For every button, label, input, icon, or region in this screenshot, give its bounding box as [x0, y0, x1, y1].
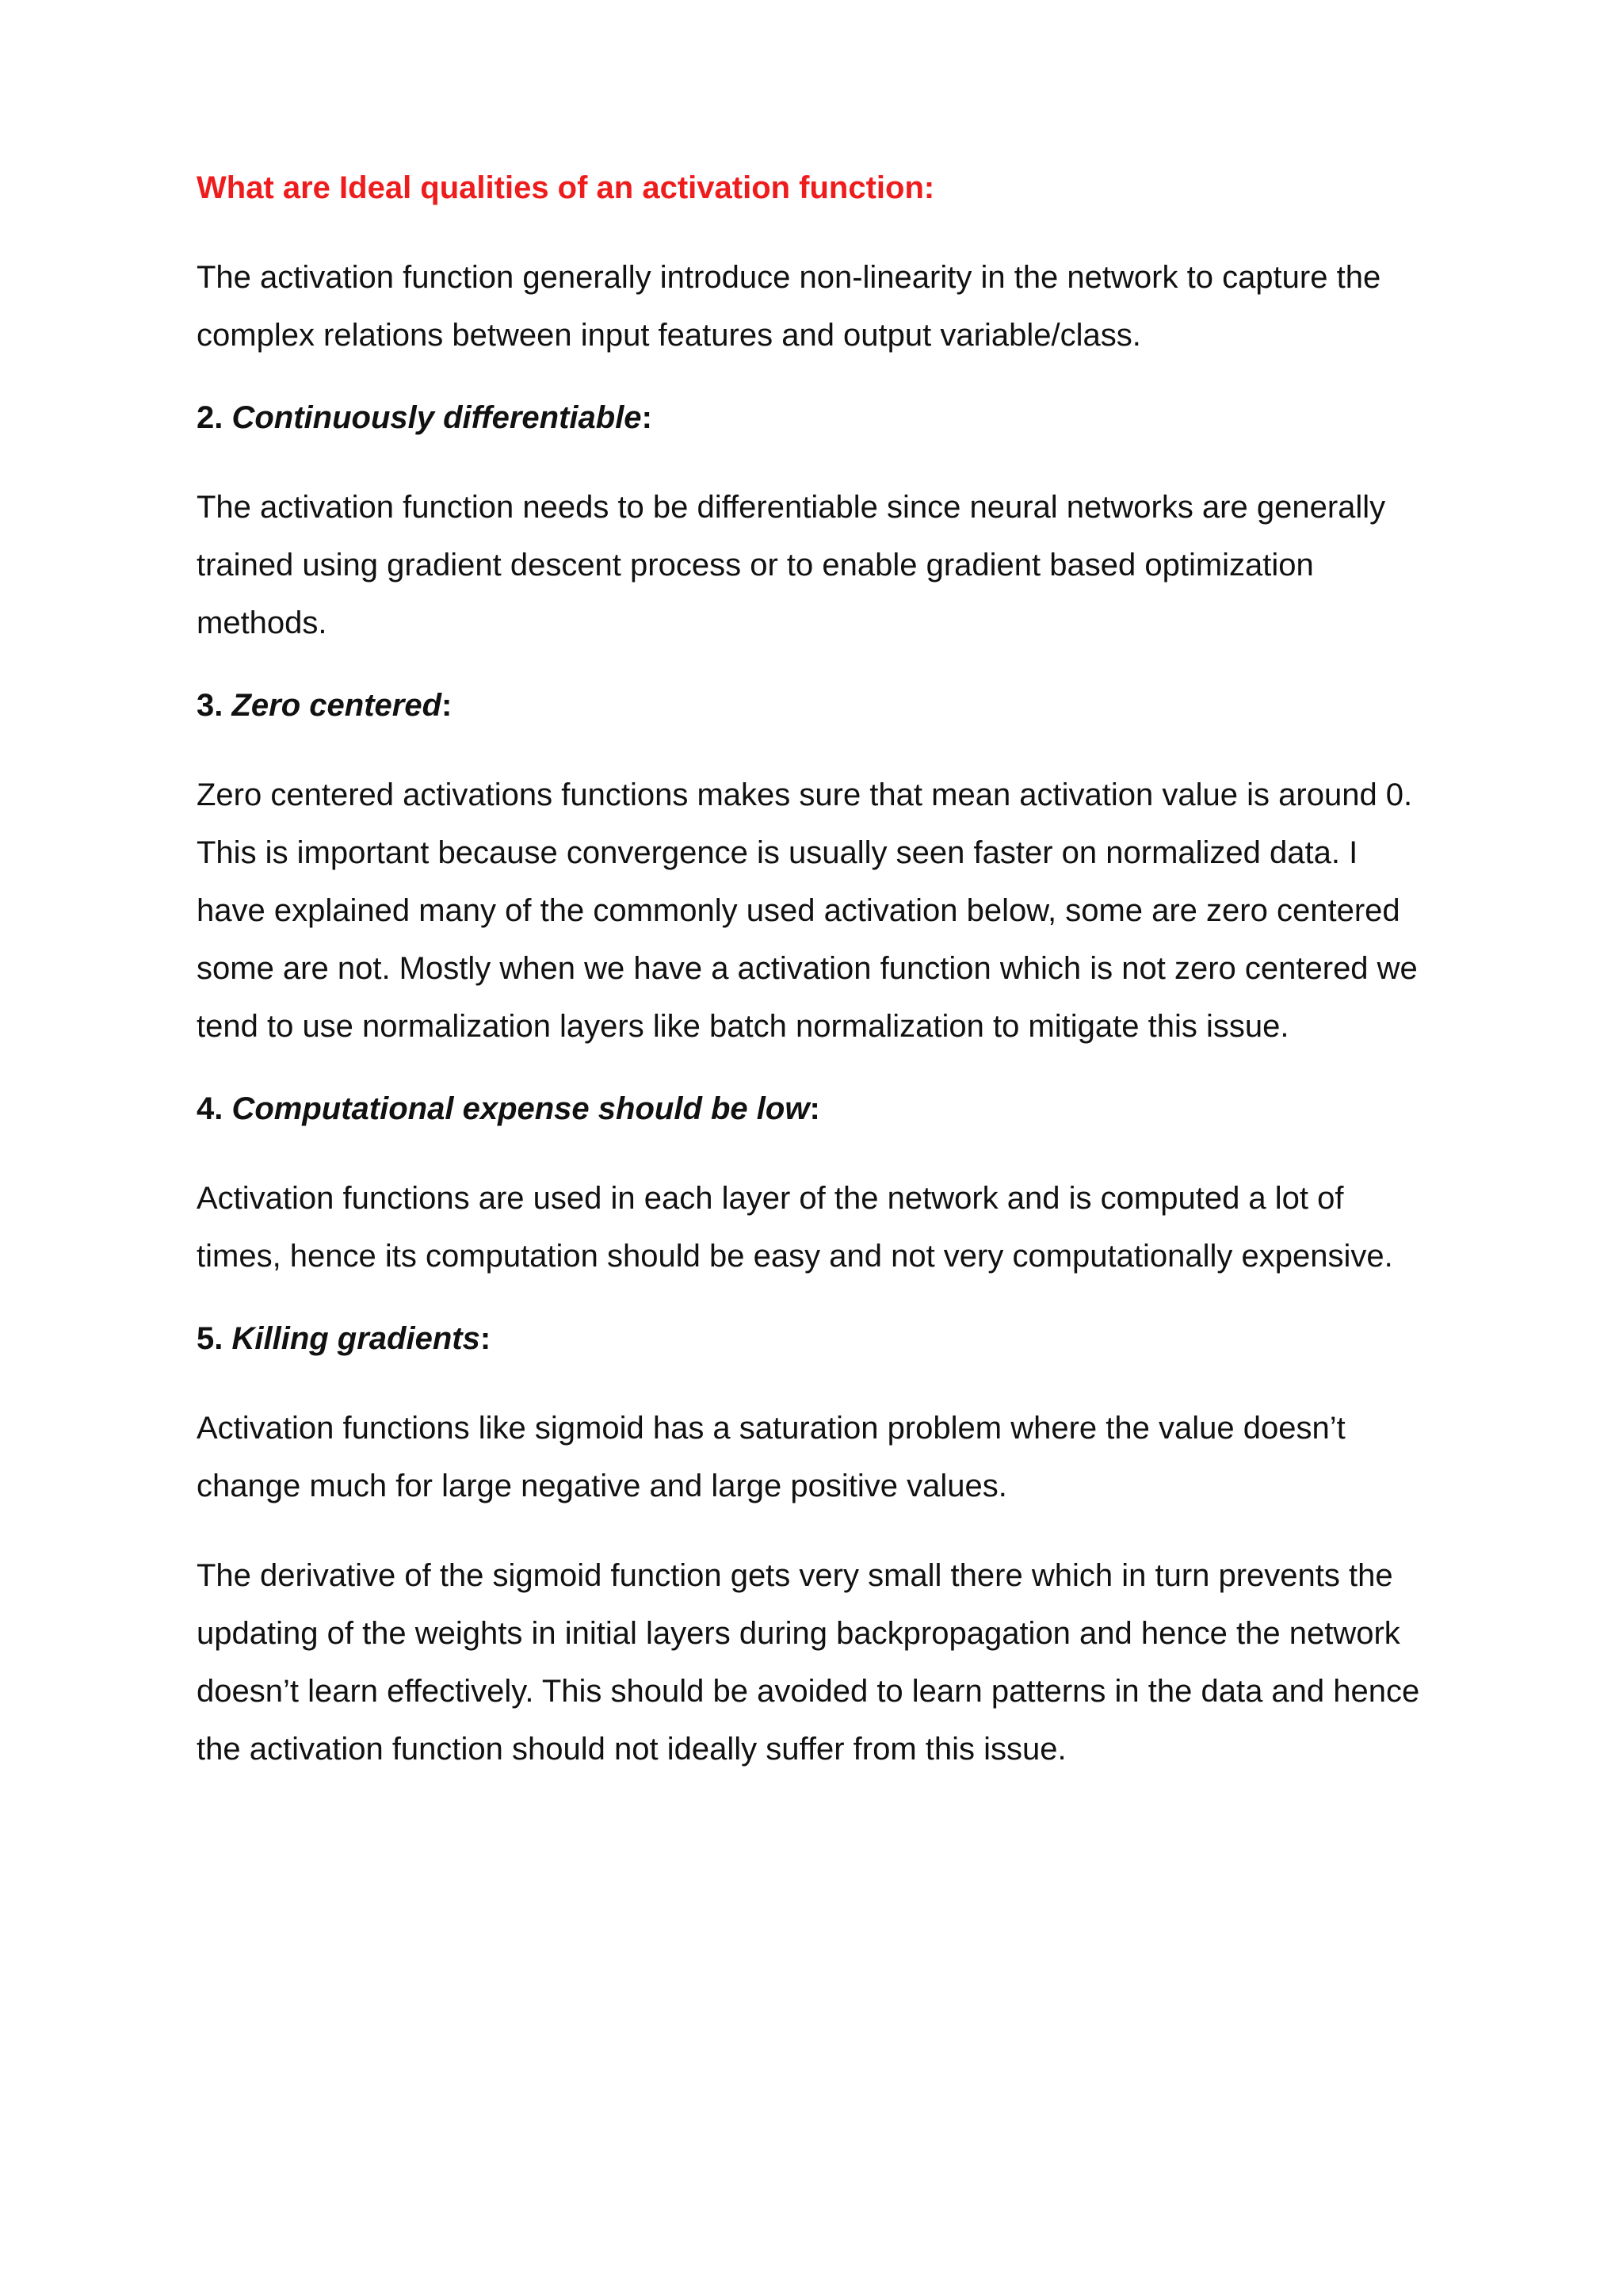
section-title: Killing gradients [231, 1321, 480, 1356]
section-number: 5. [197, 1321, 223, 1356]
section-colon: : [441, 688, 453, 723]
section-number: 3. [197, 688, 223, 723]
section-heading-4 [197, 1087, 1433, 1130]
section-paragraph: The activation function needs to be differentiable since neural networks are generally trained using gradient descent process or to enable gradient based optimization methods. [197, 490, 1386, 640]
section-title: Computational expense should be low [231, 1091, 810, 1126]
section-colon: : [479, 1321, 491, 1356]
section-colon: : [809, 1091, 820, 1126]
section-heading-5 [197, 1317, 1433, 1360]
section-title: Continuously differentiable [231, 400, 642, 435]
section-paragraph: Activation functions like sigmoid has a saturation problem where the value doesn’t change much for large negative and large positive values. [197, 1411, 1346, 1503]
section-heading-2 [197, 396, 1433, 439]
section-paragraph: The derivative of the sigmoid function gets very small there which in turn prevents the updating of the weights in initial layers during backpropagation and hence the network doesn’t learn effectively. This should be avoided to learn patterns in the data and hence the activation function should not ideally suffer from this issue. [197, 1558, 1420, 1767]
intro-paragraph: The activation function generally introduce non-linearity in the network to capture the complex relations between input features and output variable/class. [197, 260, 1381, 353]
section-title: Zero centered [231, 688, 442, 723]
section-colon: : [641, 400, 652, 435]
section-heading-3 [197, 684, 1433, 727]
section-paragraph: Activation functions are used in each layer of the network and is computed a lot of times, hence its computation should be easy and not very computationally expensive. [197, 1181, 1393, 1274]
document-page [197, 166, 1433, 1810]
section-number: 4. [197, 1091, 223, 1126]
section-number: 2. [197, 400, 223, 435]
section-paragraph: Zero centered activations functions makes sure that mean activation value is around 0. This is important because convergence is usually seen faster on normalized data. I have explained many of the commonly used activation below, some are zero centered some are not. Mostly when we have a activation function which is not zero centered we tend to use normalization layers like batch normalization to mitigate this issue. [197, 777, 1418, 1044]
document-title: What are Ideal qualities of an activation function: [197, 170, 935, 205]
